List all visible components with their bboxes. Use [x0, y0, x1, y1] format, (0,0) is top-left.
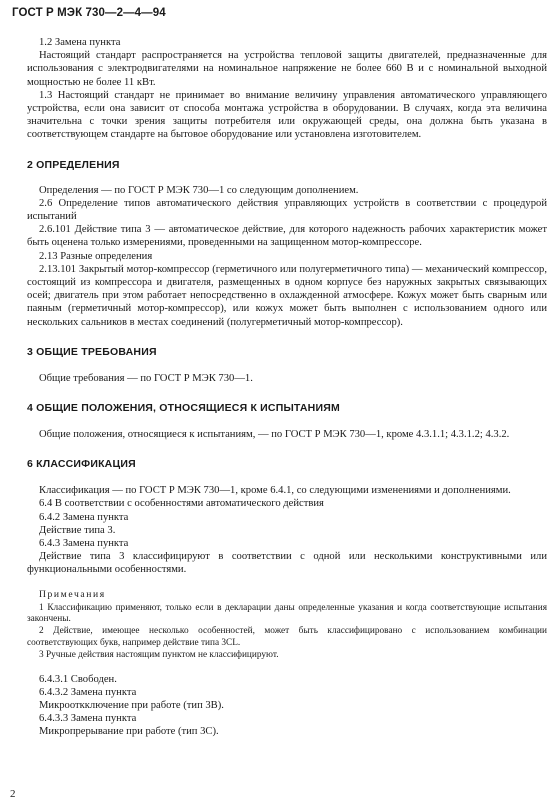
clause-1-2-text: Настоящий стандарт распространяется на устройства тепловой защиты двигателей, предназначенные для использования с электродвигателями на номинальное напряжение не более 660 В и с номинальной выходной мощностью не более 11 кВт. — [27, 50, 547, 88]
clause-1-2-title: 1.2 Замена пункта — [39, 37, 121, 48]
section-4-text: Общие положения, относящиеся к испытаниям, — по ГОСТ Р МЭК 730—1, кроме 4.3.1.1; 4.3.1.2; 4.3.2. — [39, 429, 510, 441]
clause-6-4-3-text: Действие типа 3 классифицируют в соответствии с одной или несколькими конструктивными или функциональными особенностями. — [27, 551, 547, 576]
section-4-heading: 4 ОБЩИЕ ПОЛОЖЕНИЯ, ОТНОСЯЩИЕСЯ К ИСПЫТАНИЯМ — [27, 402, 340, 415]
note-2: 2 Действие, имеющее несколько особенностей, может быть классифицировано с использованием комбинации соответствующих букв, например действие типа 3CL. — [27, 626, 547, 649]
clause-1-3-text: 1.3 Настоящий стандарт не принимает во внимание величину управления автоматического управляющего устройства, если она зависит от способа монтажа устройства в оборудовании. В случаях, когда эта величина значительна с точки зрения защиты потребителя или окружающей среды, она должна быть указана в соответствующем стандарте на бытовое оборудование или установлена изготовителем. — [27, 89, 547, 141]
clause-6-4-3-1: 6.4.3.1 Свободен. — [39, 673, 117, 685]
clause-2-6-101: 2.6.101 Действие типа 3 — автоматическое действие, для которого надежность рабочих характеристик может быть оценена только измерениями, проведенными на защищенном мотор-компрессоре. — [27, 224, 547, 249]
clause-6-4-2-text: Действие типа 3. — [39, 524, 116, 536]
clause-6-4-3-2-text: Микрооткключение при работе (тип 3В). — [39, 700, 224, 712]
notes-title: Примечания — [39, 588, 106, 600]
clause-6-4-3-2-title: 6.4.3.2 Замена пункта — [39, 686, 137, 698]
clause-6-4-2-title: 6.4.2 Замена пункта — [39, 511, 129, 523]
section-3-text: Общие требования — по ГОСТ Р МЭК 730—1. — [39, 372, 253, 384]
clause-6-4: 6.4 В соответствии с особенностями автоматического действия — [39, 498, 324, 510]
clause-6-4-3-title: 6.4.3 Замена пункта — [39, 538, 129, 550]
clause-2-13-101: 2.13.101 Закрытый мотор-компрессор (герметичного или полугерметичного типа) — механический компрессор, состоящий из компрессора и двигателя, размещенных в одном корпусе без наружных закрытых связывающих осей; двигатель при этом работает непосредственно в охлажденной атмосфере. Кожух может быть сварным или паяным (герметичный мотор-компрессор), или кожух может быть выполнен с использованием одного или нескольких сальников в местах соединений (полугерметичный мотор-компрессор). — [27, 263, 547, 328]
section-2-intro: Определения — по ГОСТ Р МЭК 730—1 со следующим дополнением. — [39, 184, 359, 196]
section-2-heading: 2 ОПРЕДЕЛЕНИЯ — [27, 158, 120, 171]
note-1: 1 Классификацию применяют, только если в декларации даны определенные указания и когда соответствующие испытания закончены. — [27, 602, 547, 625]
clause-6-4-3-3-title: 6.4.3.3 Замена пункта — [39, 713, 137, 725]
page-number: 2 — [10, 788, 16, 800]
clause-6-4-3-3-text: Микропрерывание при работе (тип 3С). — [39, 726, 219, 738]
note-3: 3 Ручные действия настоящим пунктом не классифицируют. — [39, 649, 279, 660]
document-body — [27, 36, 547, 739]
section-6-intro: Классификация — по ГОСТ Р МЭК 730—1, кроме 6.4.1, со следующими изменениями и дополнениями. — [39, 485, 511, 497]
clause-2-13: 2.13 Разные определения — [39, 250, 153, 262]
section-3-heading: 3 ОБЩИЕ ТРЕБОВАНИЯ — [27, 345, 157, 358]
clause-2-6: 2.6 Определение типов автоматического действия управляющих устройств в соответствии с процедурой испытаний — [27, 197, 547, 223]
section-6-heading: 6 КЛАССИФИКАЦИЯ — [27, 458, 136, 471]
document-header: ГОСТ Р МЭК 730—2—4—94 — [12, 7, 166, 19]
